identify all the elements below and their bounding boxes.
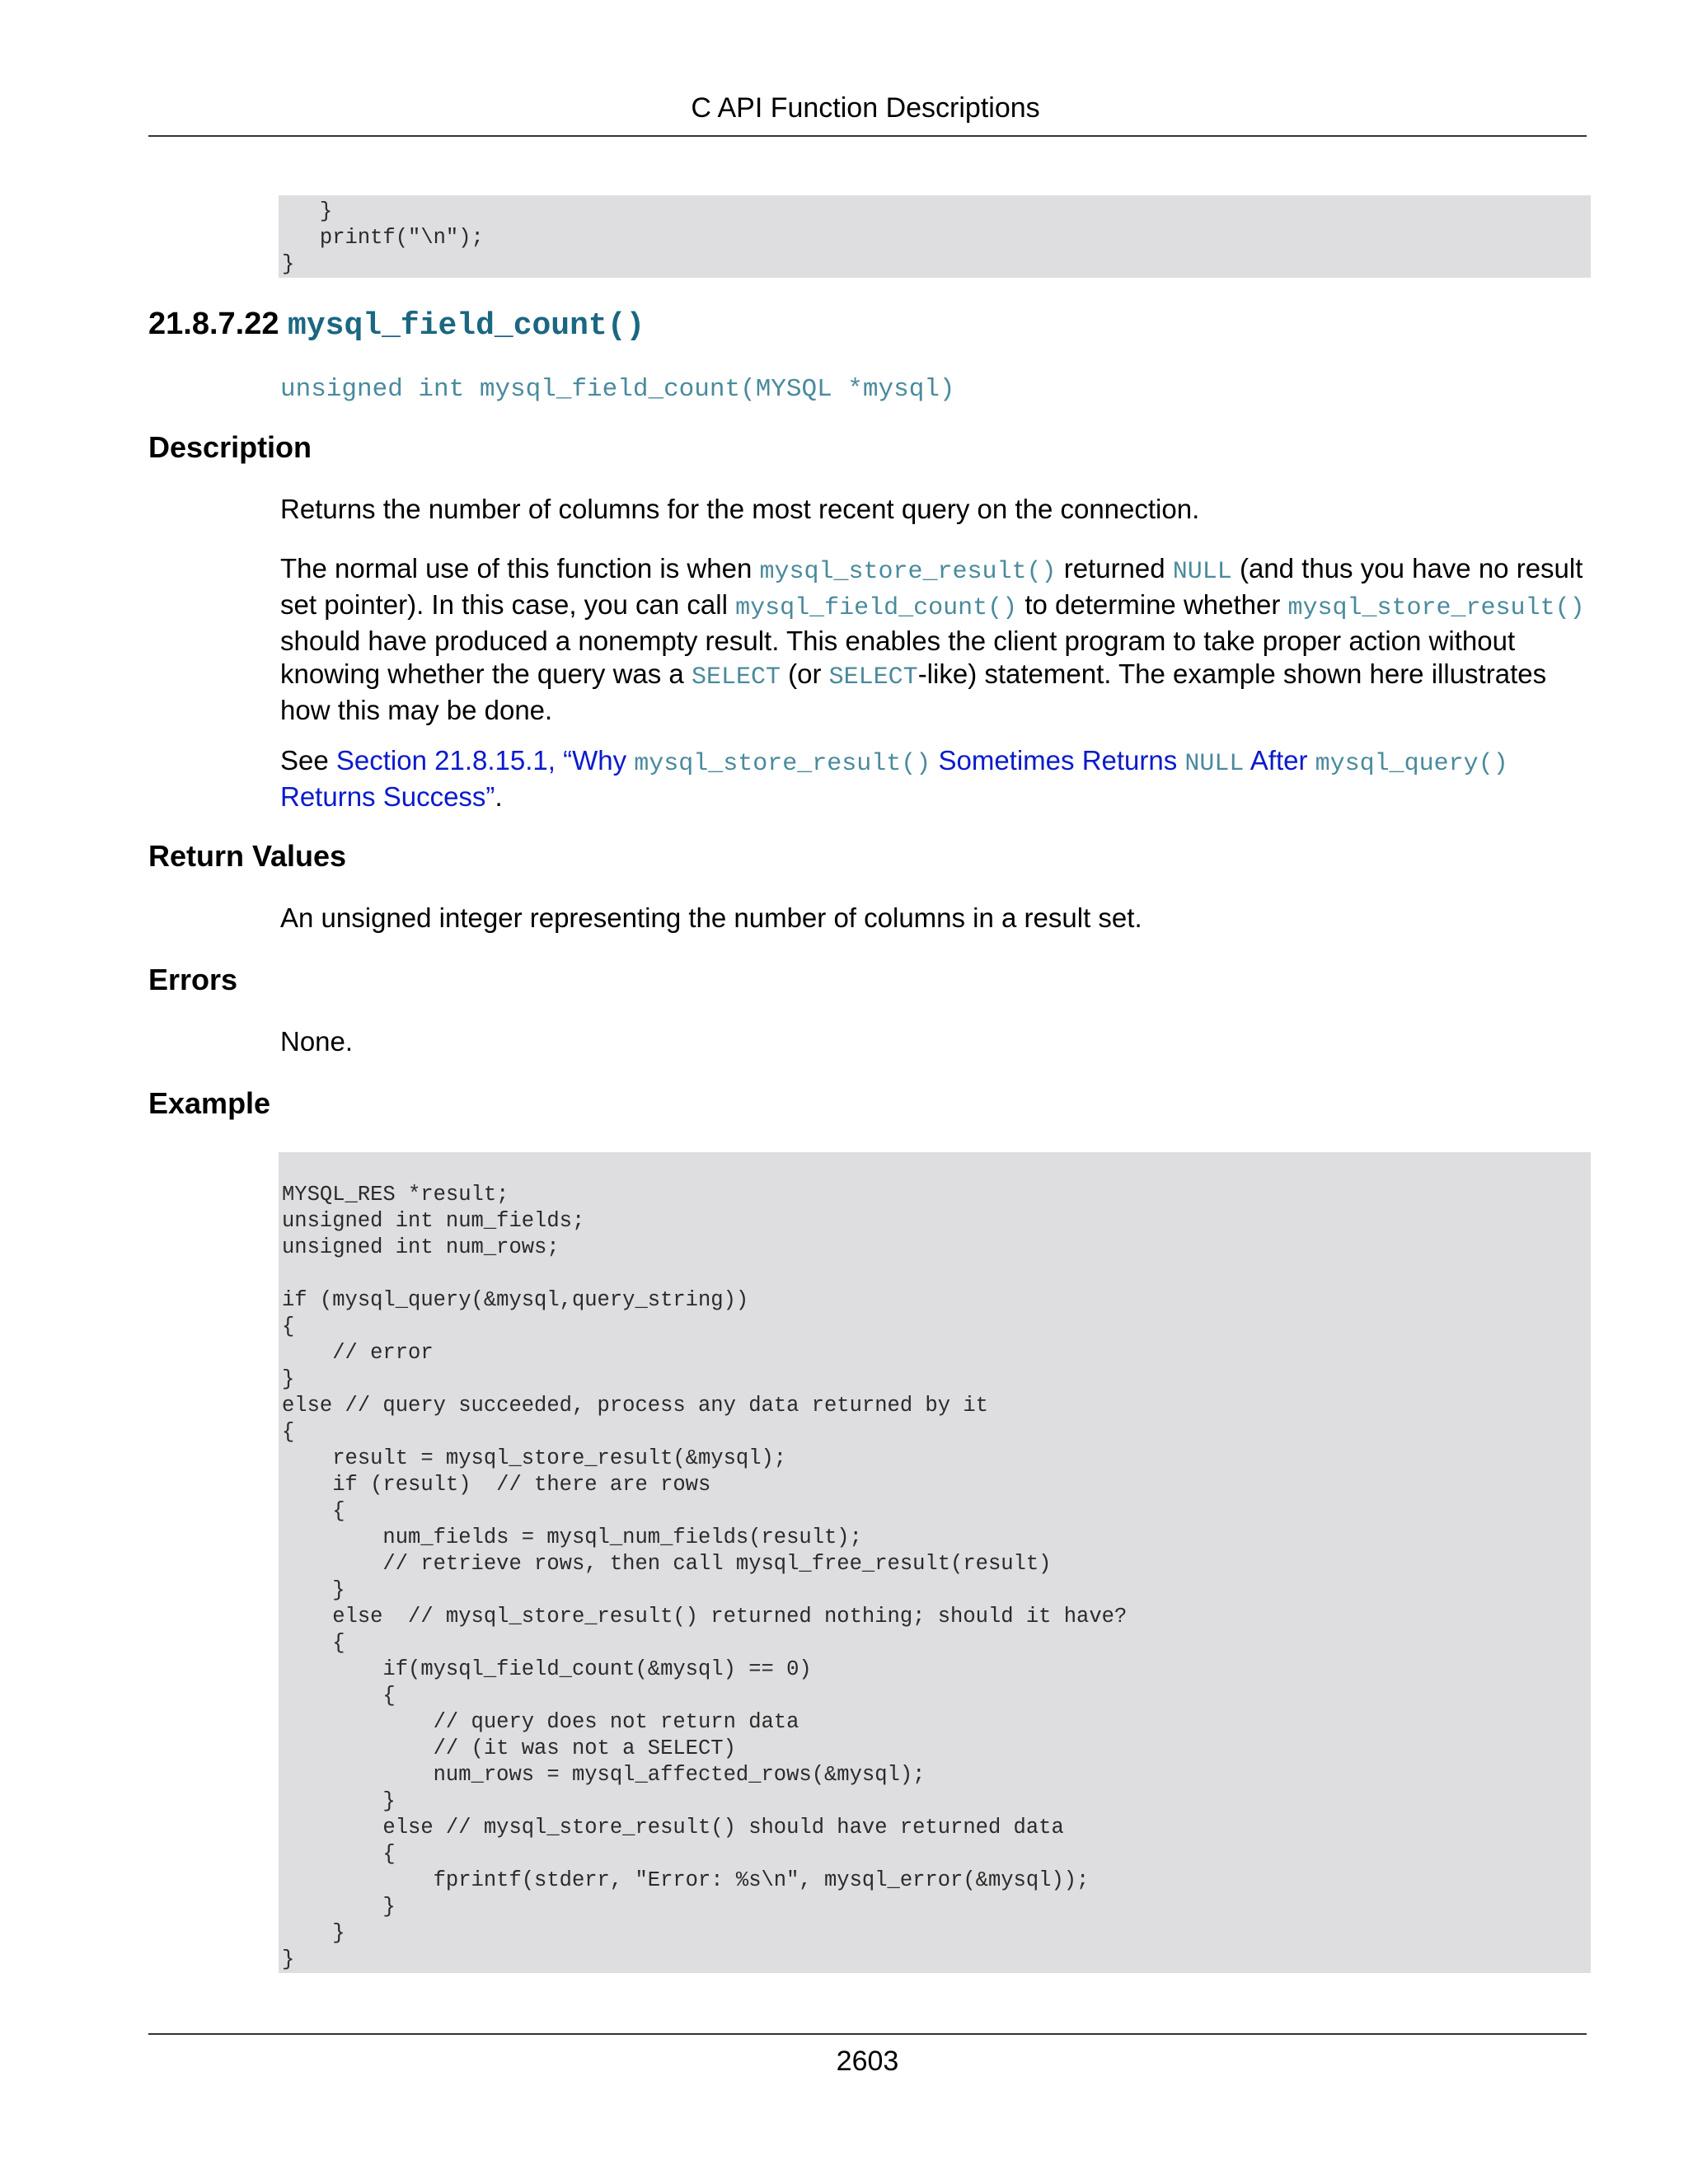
code-select: SELECT	[828, 663, 918, 691]
text-run: to determine whether	[1017, 589, 1288, 620]
return-values-text: An unsigned integer representing the number of columns in a result set.	[280, 902, 1142, 933]
page-header-title: C API Function Descriptions	[691, 92, 1040, 124]
function-signature: unsigned int mysql_field_count(MYSQL *mysql)	[280, 375, 955, 404]
text-run: (or	[780, 658, 829, 689]
description-paragraph-2	[280, 552, 1591, 727]
link-code: NULL	[1184, 750, 1245, 778]
code-mysql-field-count: mysql_field_count()	[735, 594, 1018, 622]
footer-rule	[148, 2033, 1587, 2035]
example-code-text: MYSQL_RES *result; unsigned int num_fields; unsigned int num_rows; if (mysql_query(&mysql,query_string)) { // error } else // query succeeded, process any data returned by it { result = mysql_store_result(&mysql); if (result) // there are rows { num_fields = mysql_num_fields(result); // retrieve rows, then call mysql_free_result(result) } else // mysql_store_result() returned nothing; should it have? { if(mysql_field_count(&mysql) == 0) { // query does not return data // (it was not a SELECT) num_rows = mysql_affected_rows(&mysql); } else // mysql_store_result() should have returned data { fprintf(stderr, "Error: %s\n", mysql_error(&mysql)); } } }	[282, 1183, 1128, 1971]
code-select: SELECT	[691, 663, 781, 691]
section-title	[148, 307, 645, 344]
link-text: Section 21.8.15.1, “Why	[335, 745, 635, 776]
example-code-block	[279, 1152, 1591, 1973]
description-paragraph-1: Returns the number of columns for the most recent query on the connection.	[280, 494, 1200, 524]
code-mysql-store-result: mysql_store_result()	[759, 558, 1057, 586]
link-code: mysql_store_result()	[634, 750, 931, 778]
return-values-heading: Return Values	[148, 839, 347, 873]
text-run: See	[280, 745, 336, 776]
description-paragraph-3	[280, 744, 1591, 813]
text-run: -like) statement. The example shown here illustrates how this may be done.	[280, 658, 1547, 725]
section-function-name: mysql_field_count()	[288, 308, 645, 344]
text-run: .	[495, 781, 503, 812]
text-run: returned	[1056, 553, 1173, 583]
section-cross-reference-link[interactable]	[280, 745, 1508, 812]
link-text: Sometimes Returns	[931, 745, 1185, 776]
description-heading: Description	[148, 430, 312, 464]
link-code: mysql_query()	[1315, 750, 1508, 778]
example-heading: Example	[148, 1086, 271, 1120]
text-run: The normal use of this function is when	[280, 553, 760, 583]
errors-text: None.	[280, 1026, 354, 1057]
top-code-block	[279, 195, 1591, 278]
errors-heading: Errors	[148, 963, 238, 996]
text-run: should have produced a nonempty result. This enables the client program to take proper action without knowing whether the query was a	[280, 626, 1516, 689]
code-mysql-store-result: mysql_store_result()	[1287, 594, 1585, 622]
link-text: Returns Success”	[280, 781, 495, 812]
code-null: NULL	[1172, 558, 1232, 586]
page-number: 2603	[836, 2046, 899, 2077]
top-code-text: } printf("\n"); }	[282, 199, 484, 276]
section-number: 21.8.7.22	[148, 307, 279, 341]
header-rule	[148, 135, 1587, 137]
text-run: (and thus you have no result set pointer). In this case, you can call	[280, 553, 1583, 620]
link-text: After	[1244, 745, 1315, 776]
